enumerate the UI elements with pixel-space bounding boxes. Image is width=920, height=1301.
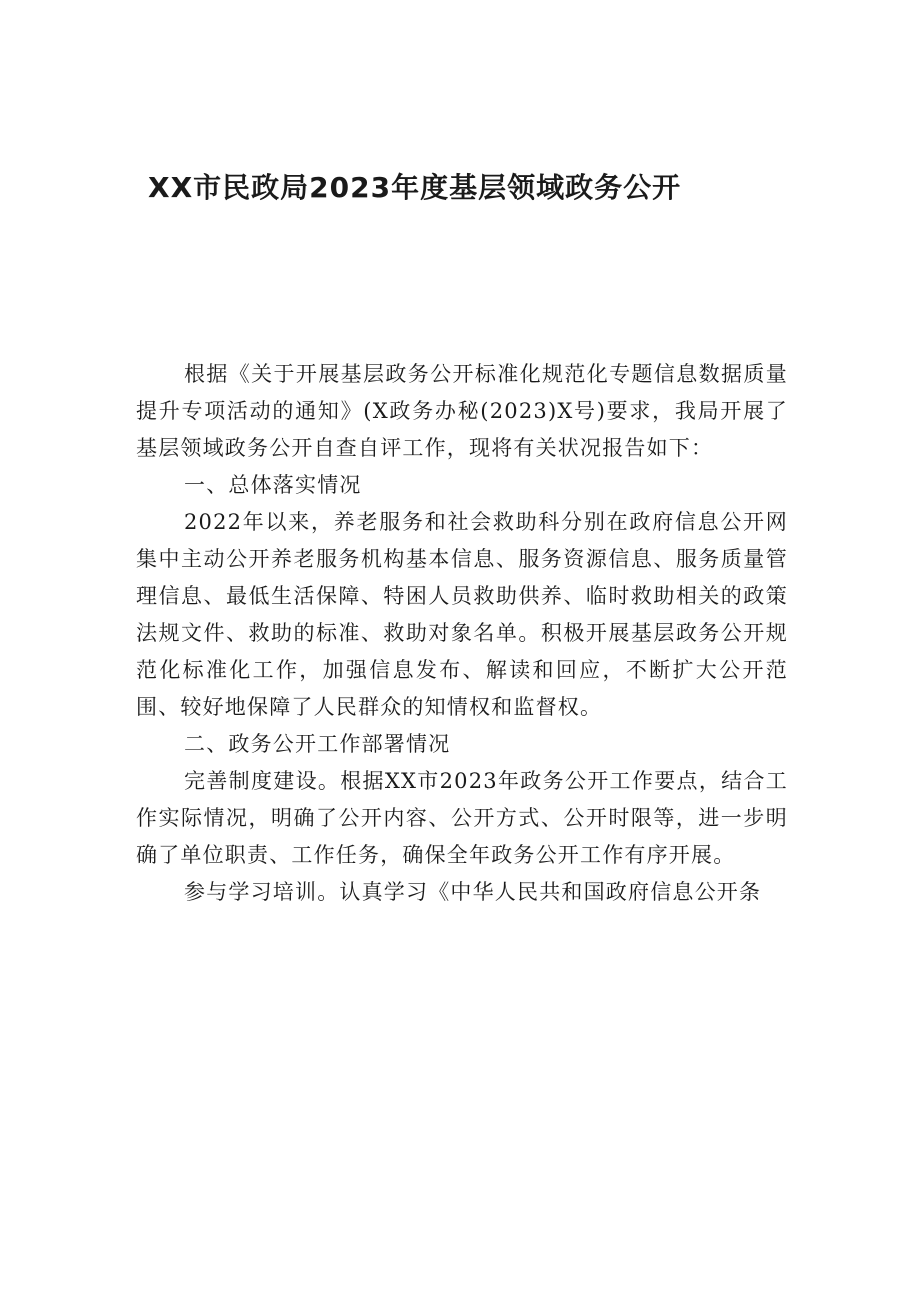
document-title: XX市民政局2023年度基层领域政务公开 [148, 171, 682, 204]
section-heading-2: 二、政务公开工作部署情况 [184, 732, 451, 756]
section-heading-1: 一、总体落实情况 [184, 473, 362, 497]
paragraph-system-building: 完善制度建设。根据XX市2023年政务公开工作要点，结合工作实际情况，明确了公开内容、公开方式、公开时限等，进一步明确了单位职责、工作任务，确保全年政务公开工作有序开展。 [136, 769, 788, 867]
paragraph-training: 参与学习培训。认真学习《中华人民共和国政府信息公开条 [184, 880, 762, 904]
paragraph-intro: 根据《关于开展基层政务公开标准化规范化专题信息数据质量提升专项活动的通知》(X政务办秘(2023)X号)要求，我局开展了基层领域政务公开自查自评工作，现将有关状况报告如下： [136, 362, 788, 460]
paragraph-overview: 2022年以来，养老服务和社会救助科分别在政府信息公开网集中主动公开养老服务机构基本信息、服务资源信息、服务质量管理信息、最低生活保障、特困人员救助供养、临时救助相关的政策法规文件、救助的标准、救助对象名单。积极开展基层政务公开规范化标准化工作，加强信息发布、解读和回应，不断扩大公开范围、较好地保障了人民群众的知情权和监督权。 [136, 510, 788, 719]
document-body [136, 356, 788, 911]
